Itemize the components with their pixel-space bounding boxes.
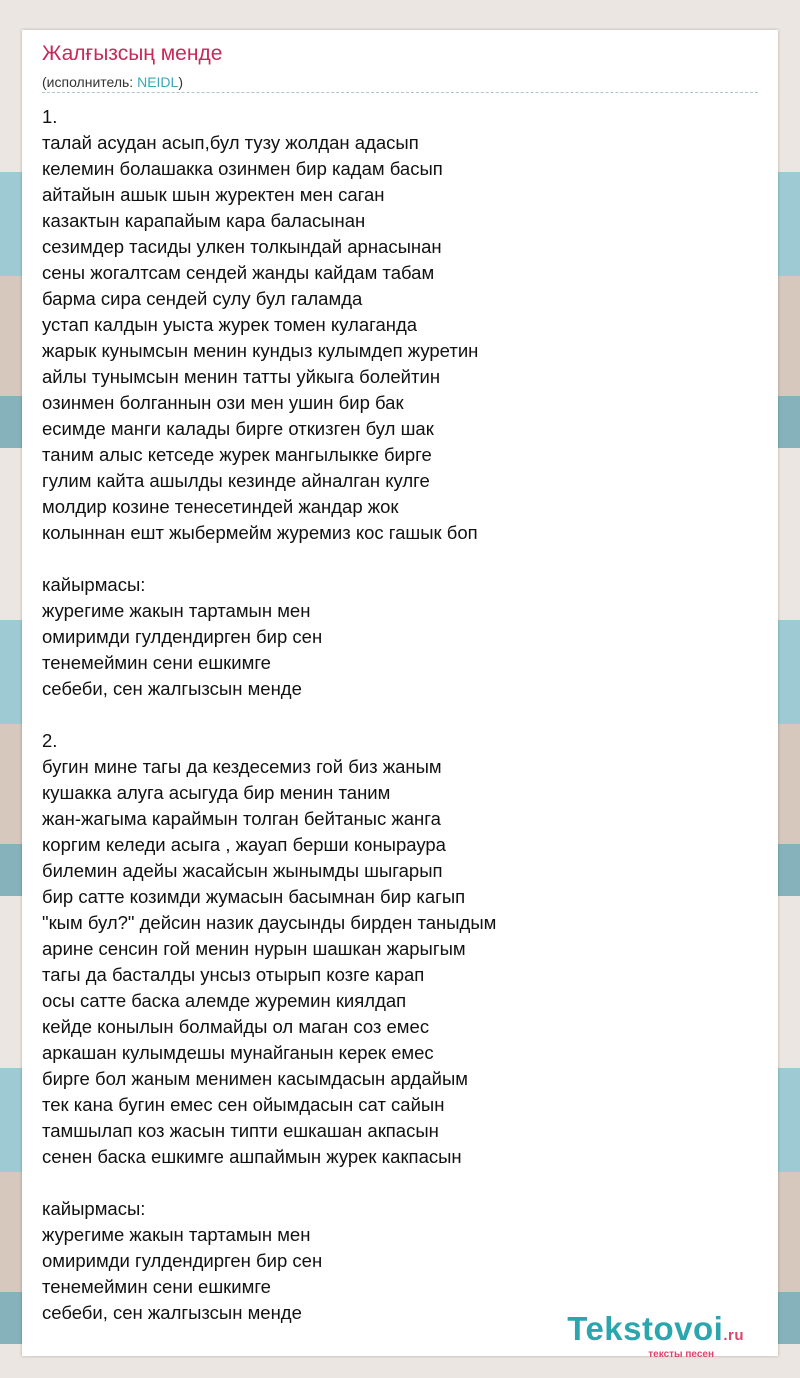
lyrics-card: [22, 30, 778, 1360]
lyric-blank-line: [42, 702, 762, 728]
song-title: Жалғызсың менде: [42, 42, 223, 65]
lyric-line: бирге бол жаным менимен касымдасын ардайым: [42, 1068, 468, 1089]
lyric-line: себеби, сен жалгызсын менде: [42, 1302, 302, 1323]
lyric-line: колыннан ешт жыбермейм журемиз кос гашык боп: [42, 522, 478, 543]
lyric-line: жарык кунымсын менин кундыз кулымдеп журетин: [42, 340, 479, 361]
lyric-line: 2.: [42, 730, 58, 751]
lyric-line: аркашан кулымдешы мунайганын керек емес: [42, 1042, 434, 1063]
lyric-line: тенемеймин сени ешкимге: [42, 652, 271, 673]
lyric-line: казактын карапайым кара баласынан: [42, 210, 366, 231]
artist-suffix: ): [178, 74, 183, 90]
logo-main-text: Tekstovoi: [567, 1310, 724, 1347]
title-divider: [42, 92, 758, 93]
lyric-line: тамшылап коз жасын типти ешкашан акпасын: [42, 1120, 439, 1141]
lyric-line: омиримди гулдендирген бир сен: [42, 1250, 323, 1271]
lyric-line: "кым бул?" дейсин назик даусынды бирден таныдым: [42, 912, 497, 933]
lyric-line: 1.: [42, 106, 58, 127]
lyric-line: жан-жагыма караймын толган бейтаныс жанга: [42, 808, 441, 829]
lyric-line: журегиме жакын тартамын мен: [42, 1224, 311, 1245]
artist-prefix: (исполнитель:: [42, 74, 138, 90]
lyric-line: кайырмасы:: [42, 574, 146, 595]
logo-tagline: тексты песен: [648, 1349, 714, 1360]
artist-line: [42, 74, 183, 90]
lyric-line: талай асудан асып,бул тузу жолдан адасып: [42, 132, 419, 153]
lyric-line: барма сира сендей сулу бул галамда: [42, 288, 363, 309]
artist-link[interactable]: NEIDL: [137, 74, 179, 90]
lyric-line: коргим келеди асыга , жауап берши коныраура: [42, 834, 446, 855]
lyric-blank-line: [42, 1170, 762, 1196]
lyrics-text: [42, 104, 762, 1326]
lyric-line: айтайын ашык шын журектен мен саган: [42, 184, 385, 205]
lyric-line: осы сатте баска алемде журемин киялдап: [42, 990, 407, 1011]
logo-domain: .ru: [723, 1327, 744, 1344]
lyric-line: омиримди гулдендирген бир сен: [42, 626, 323, 647]
lyric-line: кейде конылын болмайды ол маган соз емес: [42, 1016, 430, 1037]
lyric-line: сенен баска ешкимге ашпаймын журек какпасын: [42, 1146, 462, 1167]
lyric-line: есимде манги калады бирге откизген бул шак: [42, 418, 434, 439]
lyric-line: таним алыс кетседе журек мангылыкке бирге: [42, 444, 432, 465]
lyric-line: молдир козине тенесетиндей жандар жок: [42, 496, 399, 517]
lyric-line: кайырмасы:: [42, 1198, 146, 1219]
lyric-line: келемин болашакка озинмен бир кадам басып: [42, 158, 443, 179]
lyric-line: гулим кайта ашылды кезинде айналган кулге: [42, 470, 430, 491]
site-logo[interactable]: [567, 1312, 744, 1360]
lyric-line: бир сатте козимди жумасын басымнан бир кагып: [42, 886, 466, 907]
lyric-line: айлы тунымсын менин татты уйкыга болейтин: [42, 366, 441, 387]
lyric-line: тек кана бугин емес сен ойымдасын сат сайын: [42, 1094, 445, 1115]
lyric-line: журегиме жакын тартамын мен: [42, 600, 311, 621]
lyric-line: сены жогалтсам сендей жанды кайдам табам: [42, 262, 435, 283]
lyric-line: бугин мине тагы да кездесемиз гой биз жаным: [42, 756, 442, 777]
lyric-line: озинмен болганнын ози мен ушин бир бак: [42, 392, 404, 413]
lyric-line: арине сенсин гой менин нурын шашкан жарыгым: [42, 938, 466, 959]
lyric-blank-line: [42, 546, 762, 572]
lyric-line: устап калдын уыста журек томен кулаганда: [42, 314, 418, 335]
lyric-line: себеби, сен жалгызсын менде: [42, 678, 302, 699]
lyric-line: билемин адейы жасайсын жынымды шыгарып: [42, 860, 443, 881]
lyric-line: кушакка алуга асыгуда бир менин таним: [42, 782, 391, 803]
lyric-line: сезимдер тасиды улкен толкындай арнасынан: [42, 236, 442, 257]
lyric-line: тенемеймин сени ешкимге: [42, 1276, 271, 1297]
lyric-line: тагы да басталды унсыз отырып козге карап: [42, 964, 425, 985]
